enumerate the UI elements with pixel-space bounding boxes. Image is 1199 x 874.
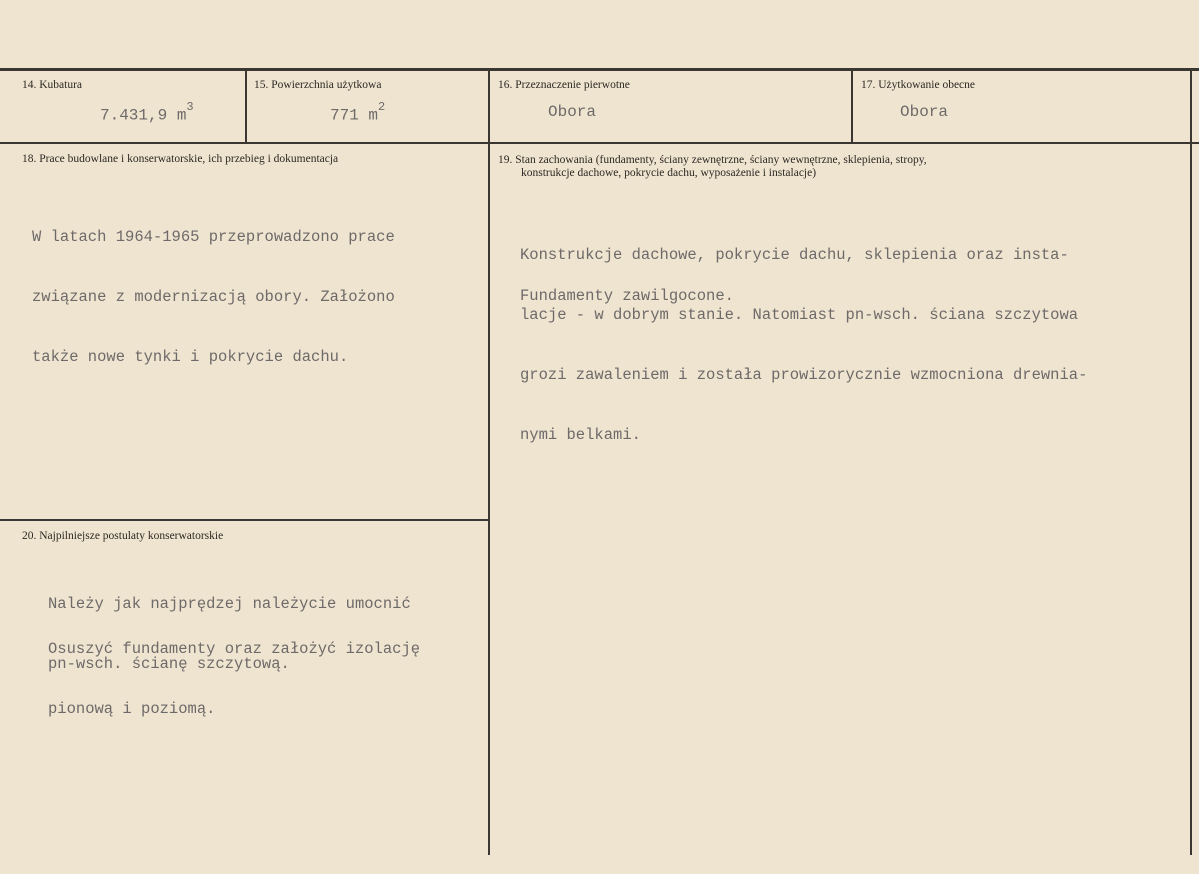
kubatura-value (100, 100, 194, 125)
powierzchnia-number: 771 m (330, 106, 379, 125)
stan-line: lacje - w dobrym stanie. Natomiast pn-wsch. ściana szczytowa (520, 306, 1079, 324)
stan-line: nymi belkami. (520, 426, 641, 444)
divider-14-15 (245, 70, 247, 143)
top-rule (0, 68, 1199, 71)
kubatura-label: 14. Kubatura (22, 79, 83, 91)
postulaty-line: Należy jak najprędzej należycie umocnić (48, 595, 411, 613)
prace-label: 18. Prace budowlane i konserwatorskie, ich przebieg i dokumentacja (22, 153, 339, 165)
divider-18-20 (0, 519, 489, 521)
divider-15-16 (488, 70, 490, 855)
przeznaczenie-label: 16. Przeznaczenie pierwotne (498, 79, 630, 91)
stan-label-1: 19. Stan zachowania (fundamenty, ściany zewnętrzne, ściany wewnętrzne, sklepienia, stropy, (498, 154, 927, 166)
postulaty-line: pn-wsch. ścianę szczytową. (48, 655, 290, 673)
powierzchnia-exponent: 2 (378, 100, 386, 114)
stan-line: grozi zawaleniem i została prowizorycznie wzmocniona drewnia- (520, 366, 1088, 384)
divider-16-17 (851, 70, 853, 143)
kubatura-exponent: 3 (186, 100, 194, 114)
stan-line: Konstrukcje dachowe, pokrycie dachu, sklepienia oraz insta- (520, 246, 1069, 264)
right-edge-rule (1190, 70, 1192, 855)
stan-text (520, 205, 1087, 485)
stan-fundamenty: Fundamenty zawilgocone. (520, 287, 734, 305)
postulaty-para2 (48, 599, 420, 759)
powierzchnia-label: 15. Powierzchnia użytkowa (254, 79, 382, 91)
uzytkowanie-label: 17. Użytkowanie obecne (861, 79, 976, 91)
prace-line: także nowe tynki i pokrycie dachu. (32, 348, 349, 366)
prace-line: W latach 1964-1965 przeprowadzono prace (32, 228, 395, 246)
postulaty-label: 20. Najpilniejsze postulaty konserwatorskie (22, 530, 224, 542)
prace-line: związane z modernizacją obory. Założono (32, 288, 395, 306)
postulaty-line: pionową i poziomą. (48, 700, 216, 718)
prace-text (32, 187, 395, 407)
powierzchnia-value (330, 100, 386, 125)
kubatura-number: 7.431,9 m (100, 106, 187, 125)
stan-label-2: konstrukcje dachowe, pokrycie dachu, wyposażenie i instalacje) (521, 167, 817, 179)
postulaty-line: Osuszyć fundamenty oraz założyć izolację (48, 640, 421, 658)
uzytkowanie-value: Obora (900, 103, 949, 121)
przeznaczenie-value: Obora (548, 103, 597, 121)
row1-bottom-rule (0, 142, 1199, 144)
